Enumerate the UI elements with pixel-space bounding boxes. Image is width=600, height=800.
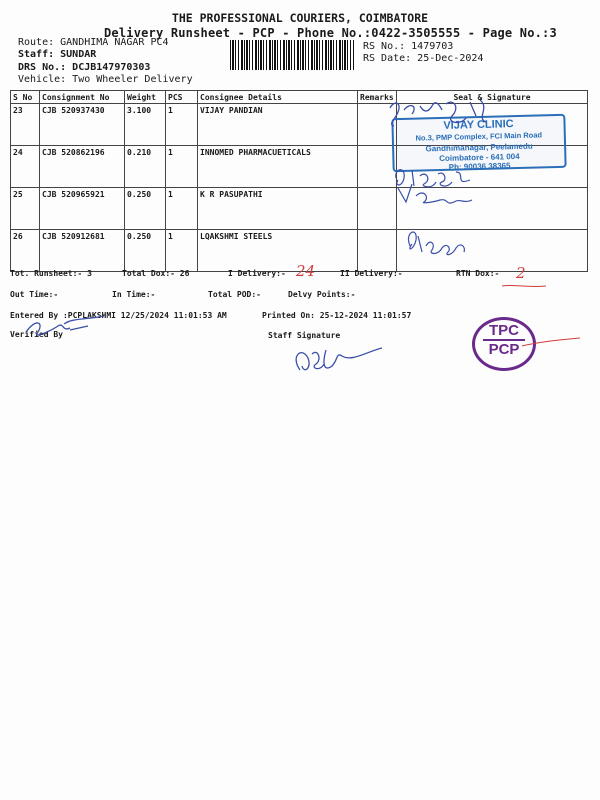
cell-weight: 0.210 — [125, 146, 166, 188]
vehicle-label: Vehicle: Two Wheeler Delivery — [18, 74, 193, 85]
col-consignee: Consignee Details — [198, 91, 358, 104]
tpc-stamp-bottom: PCP — [488, 341, 520, 358]
col-sno: S No — [11, 91, 40, 104]
staff-label: Staff: SUNDAR — [18, 49, 97, 60]
route-label: Route: GANDHIMA NAGAR PC4 — [18, 37, 169, 48]
rtn-dox-label: RTN Dox:- — [456, 269, 500, 278]
stamp-city: Coimbatore - 641 004 — [439, 151, 520, 164]
handwritten-signatures — [380, 96, 590, 266]
rs-number: RS No.: 1479703 — [363, 41, 454, 52]
cell-pcs: 1 — [166, 188, 198, 230]
printed-on: Printed On: 25-12-2024 11:01:57 — [262, 311, 412, 320]
stamp-address-1: No.3, PMP Complex, FCI Main Road — [415, 130, 543, 143]
cell-sno: 25 — [11, 188, 40, 230]
cell-pcs: 1 — [166, 104, 198, 146]
cell-pcs: 1 — [166, 230, 198, 272]
i-delivery-handwritten: 24 — [296, 262, 316, 280]
tpc-stamp-top: TPC — [489, 322, 519, 339]
cell-consignment: CJB 520862196 — [40, 146, 125, 188]
verified-signature — [20, 306, 110, 342]
staff-signature — [288, 340, 388, 384]
i-delivery-label: I Delivery:- — [228, 269, 286, 278]
cell-consignee: LQAKSHMI STEELS — [198, 230, 358, 272]
col-pcs: PCS — [166, 91, 198, 104]
tot-runsheet: Tot. Runsheet:- 3 — [10, 269, 92, 278]
rtn-underline-scribble — [500, 278, 550, 290]
stamp-ink-stroke — [520, 336, 582, 350]
total-dox: Total Dox:- 26 — [122, 269, 190, 278]
in-time: In Time:- — [112, 290, 156, 299]
signature-row-25 — [398, 184, 472, 203]
rtn-dox-handwritten: 2 — [516, 264, 526, 282]
cell-weight: 0.250 — [125, 188, 166, 230]
rs-date: RS Date: 25-Dec-2024 — [363, 53, 484, 64]
cell-consignment: CJB 520912681 — [40, 230, 125, 272]
cell-weight: 3.100 — [125, 104, 166, 146]
drs-number: DRS No.: DCJB147970303 — [18, 62, 151, 73]
out-time: Out Time:- — [10, 290, 59, 299]
cell-consignee: INNOMED PHARMACUETICALS — [198, 146, 358, 188]
verified-by: Verified By — [10, 330, 63, 339]
delivery-points: Delvy Points:- — [288, 290, 356, 299]
runsheet-subtitle: Delivery Runsheet - PCP - Phone No.:0422-3505555 - Page No.:3 — [104, 26, 557, 40]
cell-sno: 23 — [11, 104, 40, 146]
col-weight: Weight — [125, 91, 166, 104]
cell-weight: 0.250 — [125, 230, 166, 272]
col-consignment: Consignment No — [40, 91, 125, 104]
cell-pcs: 1 — [166, 146, 198, 188]
cell-consignee: K R PASUPATHI — [198, 188, 358, 230]
signature-row-23 — [390, 100, 486, 126]
barcode — [230, 40, 354, 70]
cell-consignment: CJB 520937430 — [40, 104, 125, 146]
ii-delivery-label: II Delivery:- — [340, 269, 403, 278]
stamp-phone: Ph: 90036 38365 — [448, 161, 511, 172]
cell-sno: 26 — [11, 230, 40, 272]
col-remarks: Remarks — [358, 91, 397, 104]
col-seal-signature: Seal & Signature — [397, 91, 588, 104]
total-pod: Total POD:- — [208, 290, 261, 299]
signature-row-26 — [408, 232, 464, 255]
company-title: THE PROFESSIONAL COURIERS, COIMBATORE — [171, 11, 429, 25]
cell-sno: 24 — [11, 146, 40, 188]
stamp-address-2: Gandhimanagar, Peelamedu — [425, 141, 533, 154]
cell-consignment: CJB 520965921 — [40, 188, 125, 230]
cell-consignee: VIJAY PANDIAN — [198, 104, 358, 146]
staff-signature-label: Staff Signature — [268, 331, 341, 340]
entered-by: Entered By :PCPLAKSHMI 12/25/2024 11:01:53 AM — [10, 311, 227, 320]
stamp-clinic-name: VIJAY CLINIC — [443, 118, 514, 132]
signature-row-24 — [396, 170, 470, 187]
